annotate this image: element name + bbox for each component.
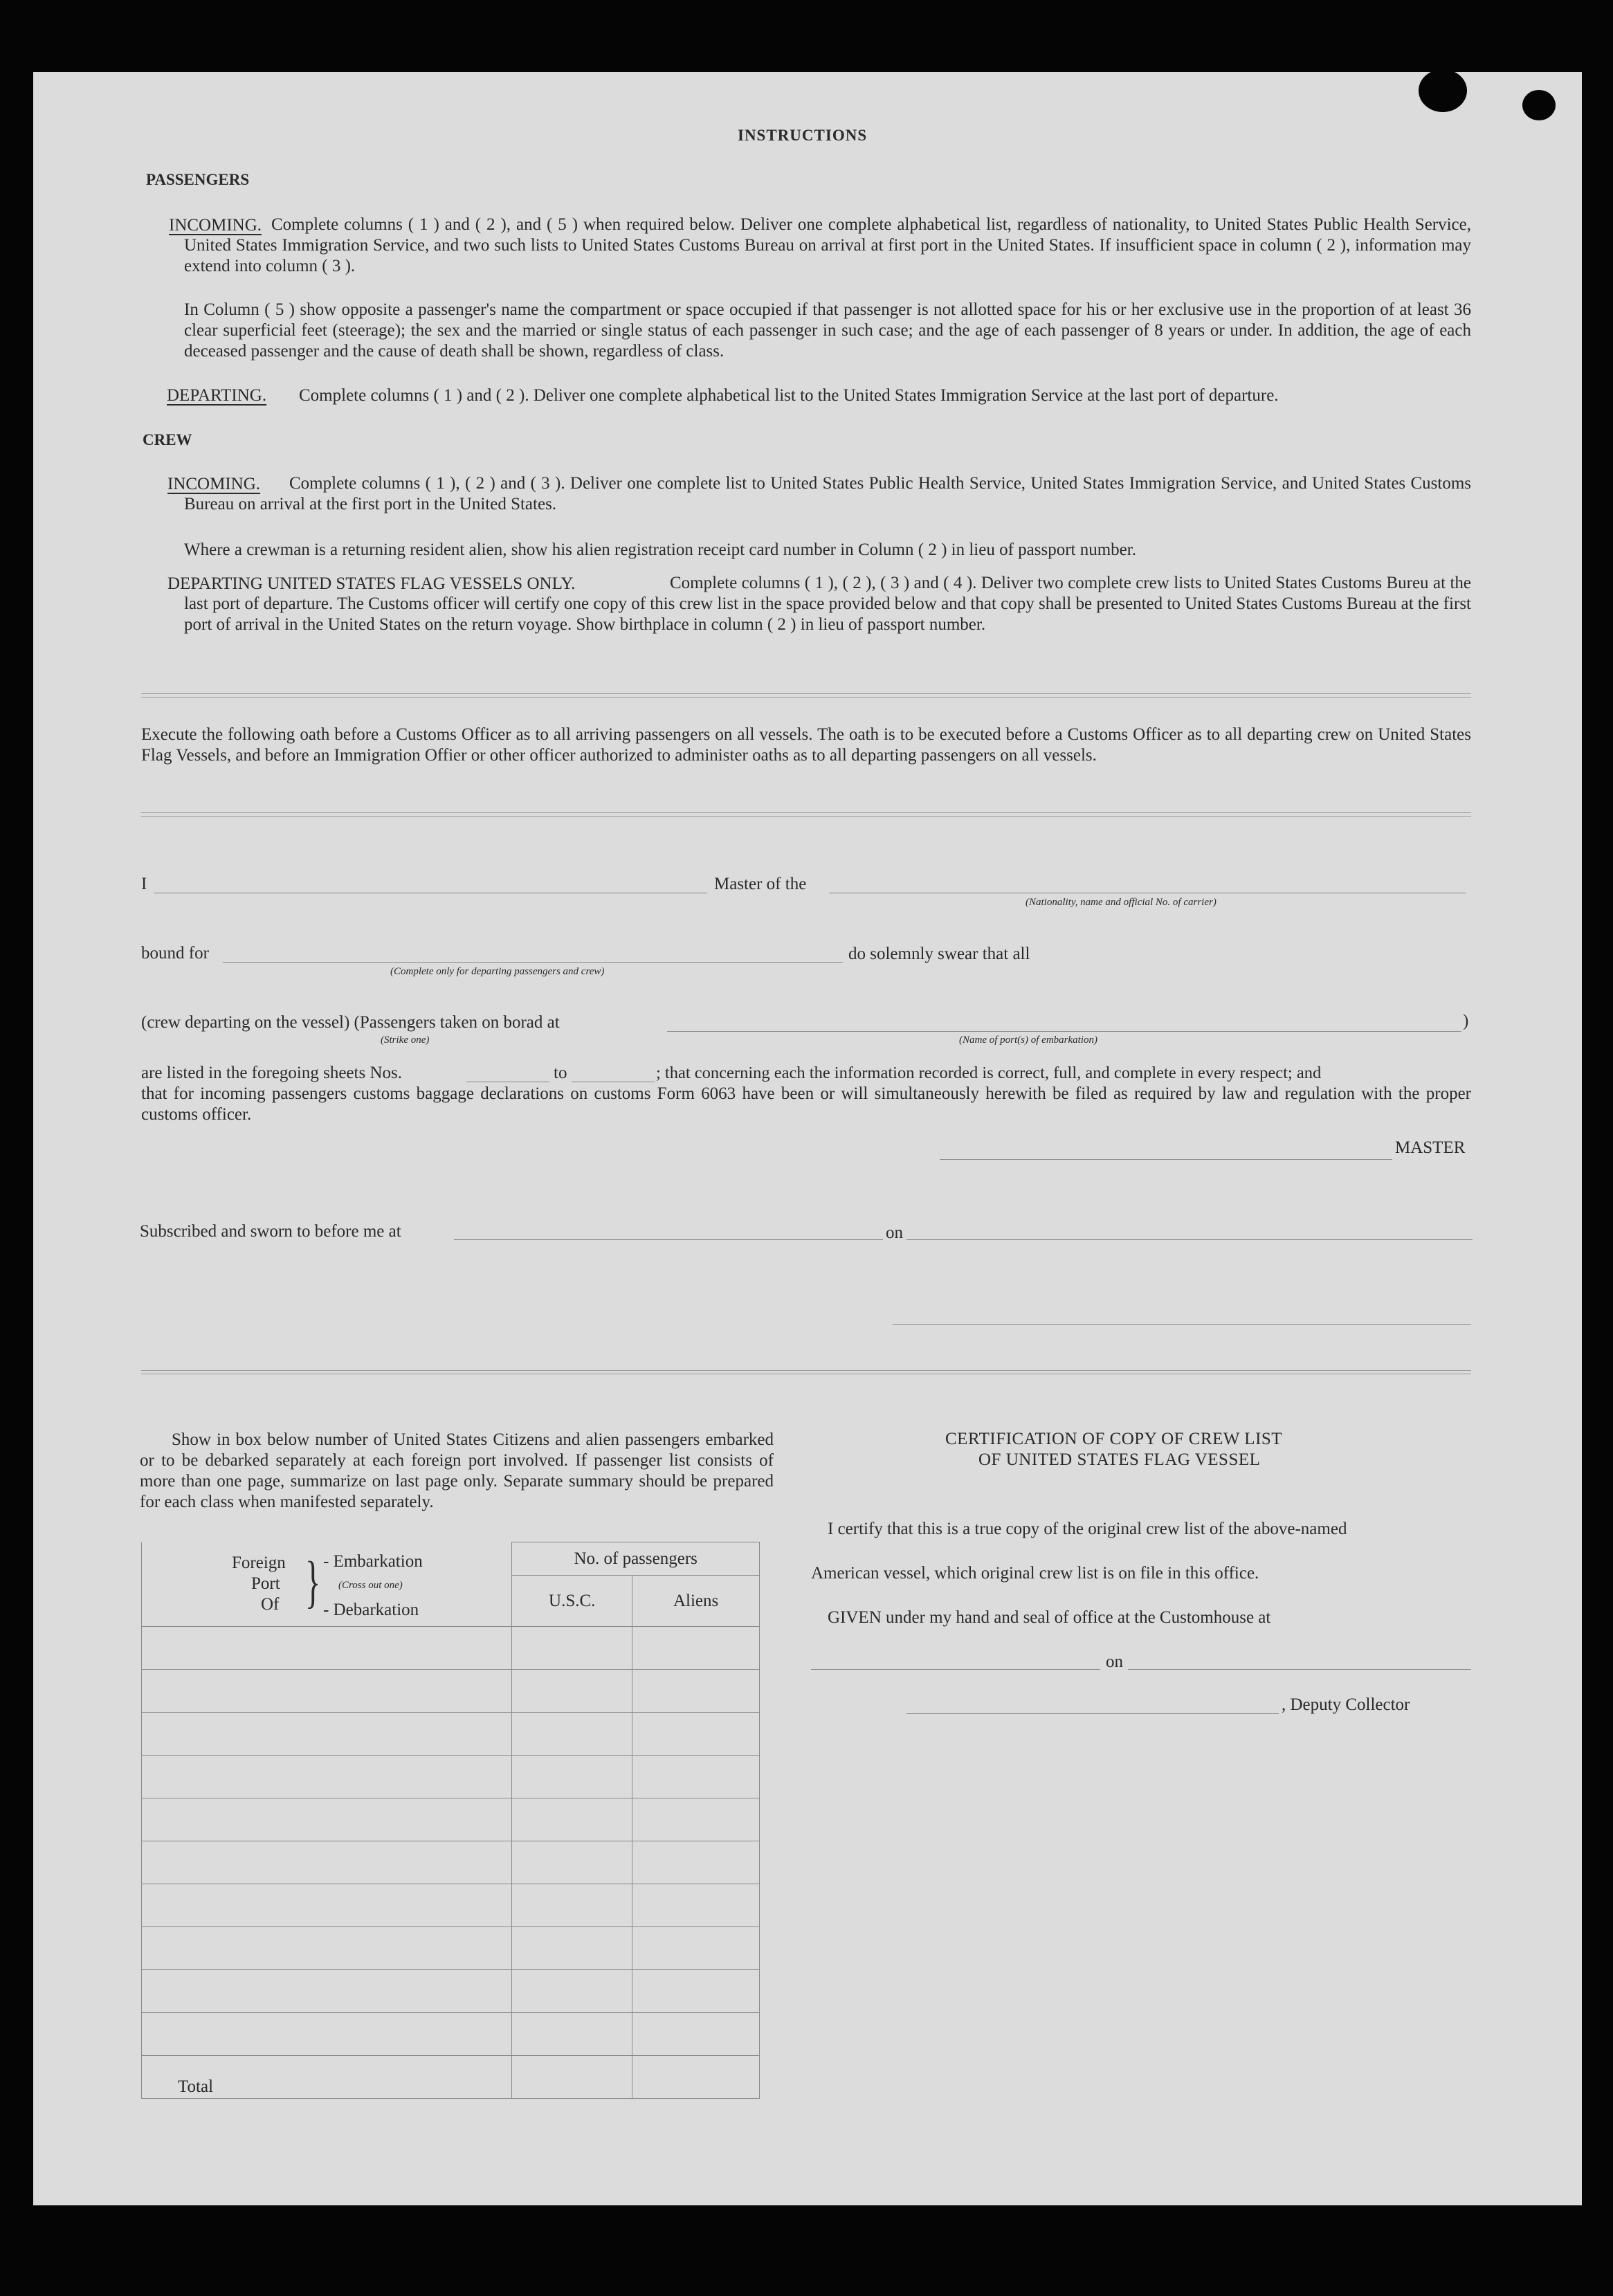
passengers-column5-text: In Column ( 5 ) show opposite a passenger's name the compartment or space occupied if that passenger is not allotted space for his or her exclusive use in the proportion of at least 36 clear superficial feet (steerage); the sex and the married or single status of each passenger in such case; and the age of each passenger of 8 years or under. In addition, the age of each deceased passenger and the cause of death shall be shown, regardless of class. <box>184 300 1471 361</box>
brace-glyph: } <box>305 1549 321 1614</box>
scan-blot <box>1419 69 1467 112</box>
port-header-cell <box>142 1542 512 1627</box>
oath-listed-post: ; that concerning each the information recorded is correct, full, and complete in every respect; and <box>656 1064 1322 1082</box>
passengers-departing-text: Complete columns ( 1 ) and ( 2 ). Deliver one complete alphabetical list to the United States Immigration Service at the last port of departure. <box>299 386 1279 405</box>
passengers-heading: PASSENGERS <box>146 171 250 188</box>
usc-cell[interactable] <box>512 1798 632 1841</box>
port-cell[interactable] <box>142 2013 512 2056</box>
officer-signature-line[interactable] <box>893 1324 1471 1325</box>
aliens-cell[interactable] <box>632 2013 760 2056</box>
total-label-cell: Total <box>142 2056 512 2099</box>
cross-out-note: (Cross out one) <box>338 1579 403 1591</box>
certification-deputy: , Deputy Collector <box>1282 1695 1410 1714</box>
port-port-label: Port <box>251 1574 280 1593</box>
port-of-label: Of <box>261 1594 280 1614</box>
section-divider <box>141 693 1471 698</box>
passengers-incoming-label: INCOMING. <box>169 216 262 235</box>
port-cell[interactable] <box>142 1927 512 1970</box>
port-cell[interactable] <box>142 1970 512 2013</box>
debarkation-option[interactable]: - Debarkation <box>323 1600 419 1619</box>
embarkation-option[interactable]: - Embarkation <box>323 1551 423 1571</box>
oath-intro: Execute the following oath before a Customs Officer as to all arriving passengers on all vessels. The oath is to be executed before a Customs Officer as to all departing crew on United States Flag Vessels, and before an Immigration Offier or other officer authorized to administer oaths as to all departing passengers on all vessels. <box>141 725 1471 765</box>
aliens-header: Aliens <box>632 1576 760 1627</box>
usc-cell[interactable] <box>512 1884 632 1927</box>
aliens-cell[interactable] <box>632 1713 760 1756</box>
passengers-incoming-text: Complete columns ( 1 ) and ( 2 ), and ( 5 ) when required below. Deliver one complete alphabetical list, regardless of nationality, to United States Public Health Service, United States Immigration Service, and two such lists to United States Customs Bureau on arrival at first port in the United States. If insufficient space in column ( 2 ), information may extend into column ( 3 ). <box>184 215 1471 275</box>
usc-total-cell[interactable] <box>512 2056 632 2099</box>
summary-text: Show in box below number of United States Citizens and alien passengers embarked or to be debarked separately at each foreign port involved. If passenger list consists of more than one page, summarize on last page only. Separate summary should be prepared for each class when manifested separately. <box>140 1430 774 1511</box>
port-cell[interactable] <box>142 1798 512 1841</box>
port-cell[interactable] <box>142 1756 512 1798</box>
customhouse-place-field[interactable] <box>811 1669 1100 1670</box>
oath-subscribed: Subscribed and sworn to before me at <box>140 1222 401 1241</box>
passenger-summary-table <box>141 1542 760 2099</box>
crew-flag-label: DEPARTING UNITED STATES FLAG VESSELS ONLY. <box>167 574 576 593</box>
port-cell[interactable] <box>142 1841 512 1884</box>
crew-resident-text: Where a crewman is a returning resident alien, show his alien registration receipt card number in Column ( 2 ) in lieu of passport number. <box>184 540 1136 559</box>
oath-master-label: MASTER <box>1395 1138 1466 1157</box>
certification-certify: I certify that this is a true copy of the original crew list of the above-named <box>828 1520 1347 1538</box>
certification-vessel: American vessel, which original crew list is on file in this office. <box>811 1564 1259 1583</box>
oath-swear: do solemnly swear that all <box>848 945 1030 963</box>
passengers-departing-label: DEPARTING. <box>167 386 267 405</box>
crew-flag-text: Complete columns ( 1 ), ( 2 ), ( 3 ) and ( 4 ). Deliver two complete crew lists to United States Customs Bureu at the last port of departure. The Customs officer will certify one copy of this crew list in the space provided below and that copy shall be presented to United States Customs Bureau at the first port of arrival in the United States on the return voyage. Show birthplace in column ( 2 ) in lieu of passport number. <box>184 574 1471 634</box>
usc-cell[interactable] <box>512 1627 632 1670</box>
oath-bound-for: bound for <box>141 944 209 963</box>
aliens-cell[interactable] <box>632 1927 760 1970</box>
aliens-cell[interactable] <box>632 1756 760 1798</box>
port-note: (Name of port(s) of embarkation) <box>959 1035 1097 1046</box>
oath-listed-pre: are listed in the foregoing sheets Nos. <box>141 1064 402 1082</box>
aliens-cell[interactable] <box>632 1627 760 1670</box>
aliens-cell[interactable] <box>632 1970 760 2013</box>
usc-cell[interactable] <box>512 1756 632 1798</box>
oath-listed-to: to <box>554 1064 567 1082</box>
oath-i-label: I <box>141 875 147 893</box>
port-cell[interactable] <box>142 1713 512 1756</box>
master-signature-line[interactable] <box>940 1159 1392 1160</box>
certification-on: on <box>1106 1652 1123 1671</box>
sworn-place-field[interactable] <box>454 1239 883 1240</box>
aliens-total-cell[interactable] <box>632 2056 760 2099</box>
oath-master-of: Master of the <box>714 875 807 893</box>
certification-given: GIVEN under my hand and seal of office at the Customhouse at <box>828 1608 1271 1627</box>
usc-cell[interactable] <box>512 1713 632 1756</box>
crew-incoming-text: Complete columns ( 1 ), ( 2 ) and ( 3 ). Deliver one complete list to United States Public Health Service, United States Immigration Service, and United States Customs Bureau on arrival at the first port in the United States. <box>184 474 1471 513</box>
section-divider <box>141 812 1471 817</box>
oath-listed-cont: that for incoming passengers customs baggage declarations on customs Form 6063 have been or will simultaneously herewith be filed as required by law and regulation with the proper customs officer. <box>141 1084 1471 1124</box>
oath-close-paren: ) <box>1463 1012 1469 1030</box>
crew-heading: CREW <box>143 431 192 448</box>
certification-title-2: OF UNITED STATES FLAG VESSEL <box>978 1450 1261 1469</box>
aliens-cell[interactable] <box>632 1884 760 1927</box>
port-foreign-label: Foreign <box>232 1553 286 1572</box>
usc-header: U.S.C. <box>512 1576 632 1627</box>
bound-note: (Complete only for departing passengers and crew) <box>390 966 605 977</box>
certification-title-1: CERTIFICATION OF COPY OF CREW LIST <box>945 1430 1283 1448</box>
oath-on-label: on <box>886 1223 903 1242</box>
aliens-cell[interactable] <box>632 1798 760 1841</box>
port-cell[interactable] <box>142 1627 512 1670</box>
page-title: INSTRUCTIONS <box>738 127 868 144</box>
aliens-cell[interactable] <box>632 1841 760 1884</box>
usc-cell[interactable] <box>512 1970 632 2013</box>
sworn-date-field[interactable] <box>906 1239 1473 1240</box>
usc-cell[interactable] <box>512 2013 632 2056</box>
usc-cell[interactable] <box>512 1670 632 1713</box>
no-passengers-header: No. of passengers <box>512 1542 760 1576</box>
usc-cell[interactable] <box>512 1841 632 1884</box>
certification-date-field[interactable] <box>1128 1669 1471 1670</box>
crew-incoming-label: INCOMING. <box>167 475 261 493</box>
usc-cell[interactable] <box>512 1927 632 1970</box>
oath-crew-taken: (crew departing on the vessel) (Passengers taken on borad at <box>141 1013 560 1032</box>
aliens-cell[interactable] <box>632 1670 760 1713</box>
scan-blot <box>1522 90 1556 120</box>
carrier-note: (Nationality, name and official No. of carrier) <box>1026 897 1216 908</box>
strike-note: (Strike one) <box>381 1035 430 1046</box>
deputy-signature-line[interactable] <box>906 1713 1279 1714</box>
section-divider <box>141 1370 1471 1374</box>
port-cell[interactable] <box>142 1670 512 1713</box>
port-embarkation-field[interactable] <box>667 1031 1461 1032</box>
port-cell[interactable] <box>142 1884 512 1927</box>
bound-for-field[interactable] <box>223 962 843 963</box>
